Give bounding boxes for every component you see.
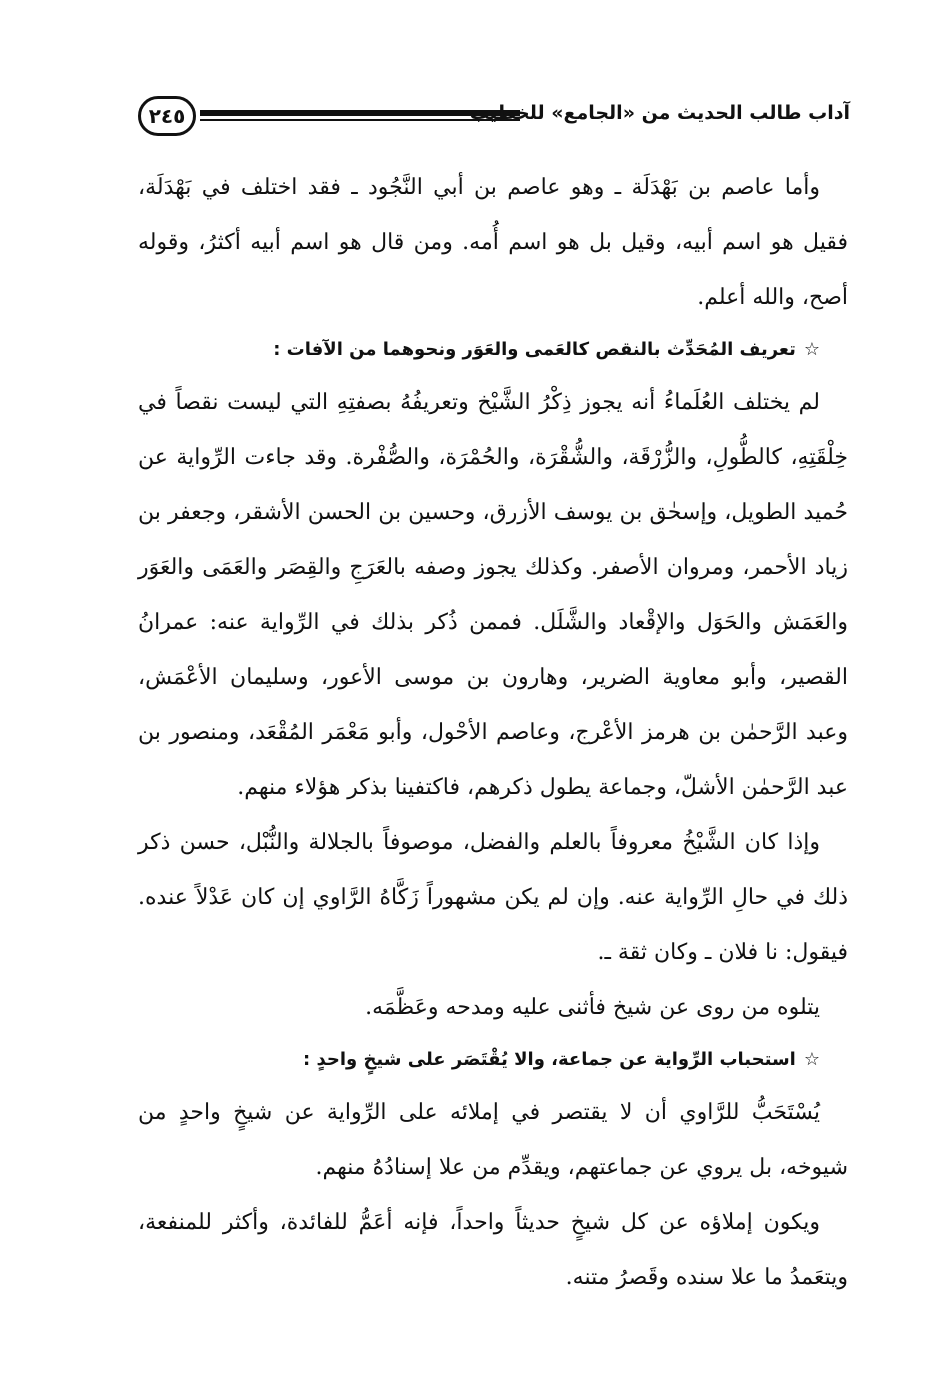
page-number: ٢٤٥	[138, 96, 196, 136]
section-heading-multiple-shaykhs	[138, 1035, 848, 1085]
paragraph-asim: وأما عاصم بن بَهْدَلَة ـ وهو عاصم بن أبي النَّجُود ـ فقد اختلف في بَهْدَلَة، فقيل هو اسم أبيه، وقيل بل هو اسم أُمه. ومن قال هو اسم أبيه أكثرُ، وقوله أصح، والله أعلم.	[138, 175, 848, 310]
star-icon: ☆	[803, 339, 820, 360]
paragraph-followed-by: يتلوه من روى عن شيخ فأثنى عليه ومدحه وعَظَّمَه.	[365, 995, 820, 1020]
paragraph-describing-narrator: لم يختلف العُلَماءُ أنه يجوز ذِكْرُ الشَّيْخ وتعريفُهُ بصفتِهِ التي ليست نقصاً في خِلْقَتِهِ، كالطُّولِ، والزُّرْقَة، والشُّقْرَة، والحُمْرَة، والصُّفْرة. وقد جاءت الرِّواية عن حُميد الطويل، وإسحٰق بن يوسف الأزرق، وحسين بن الحسن الأشقر، وجعفر بن زياد الأحمر، ومروان الأصفر. وكذلك يجوز وصفه بالعَرَجِ والقِصَر والعَمَى والعَوَر والعَمَش والحَوَل والإقْعاد والشَّلَل. فممن ذُكر بذلك في الرِّواية عنه: عمرانُ القصير، وأبو معاوية الضرير، وهارون بن موسى الأعور، وسليمان الأعْمَش، وعبد الرَّحمٰن بن هرمز الأعْرج، وعاصم الأحْول، وأبو مَعْمَر المُقْعَد، ومنصور بن عبد الرَّحمٰن الأشلّ، وجماعة يطول ذكرهم، فاكتفينا بذكر هؤلاء منهم.	[138, 390, 848, 800]
section-heading-text: تعريف المُحَدِّث بالنقص كالعَمى والعَوَر ونحوهما من الآفات :	[273, 339, 796, 360]
section-heading-text: استحباب الرِّواية عن جماعة، والا يُقْتَصَر على شيخٍ واحدٍ :	[303, 1049, 796, 1070]
paragraph-praising-shaykh: وإذا كان الشَّيْخُ معروفاً بالعلم والفضل، موصوفاً بالجلالة والنُّبْل، حسن ذكر ذلك في حالِ الرِّواية عنه. وإن لم يكن مشهوراً زَكَّاهُ الرَّاوي إن كان عَدْلاً عنده. فيقول: نا فلان ـ وكان ثقة ـ.	[138, 830, 848, 965]
running-title: آداب طالب الحديث من «الجامع» للخطيب	[469, 102, 850, 124]
star-icon: ☆	[803, 1049, 820, 1070]
page-body	[138, 160, 848, 1305]
section-heading-describing-narrator	[138, 325, 848, 375]
paragraph-one-hadith-each: ويكون إملاؤه عن كل شيخٍ حديثاً واحداً، فإنه أعَمُّ للفائدة، وأكثر للمنفعة، ويتعَمدُ ما علا سنده وقَصرُ متنه.	[138, 1210, 848, 1290]
paragraph-multiple-shaykhs: يُسْتَحَبُّ للرَّاوي أن لا يقتصر في إملائه على الرِّواية عن شيخٍ واحدٍ من شيوخه، بل يروي عن جماعتهم، ويقدِّم من علا إسنادُهُ منهم.	[138, 1100, 848, 1180]
page-header	[138, 96, 850, 142]
